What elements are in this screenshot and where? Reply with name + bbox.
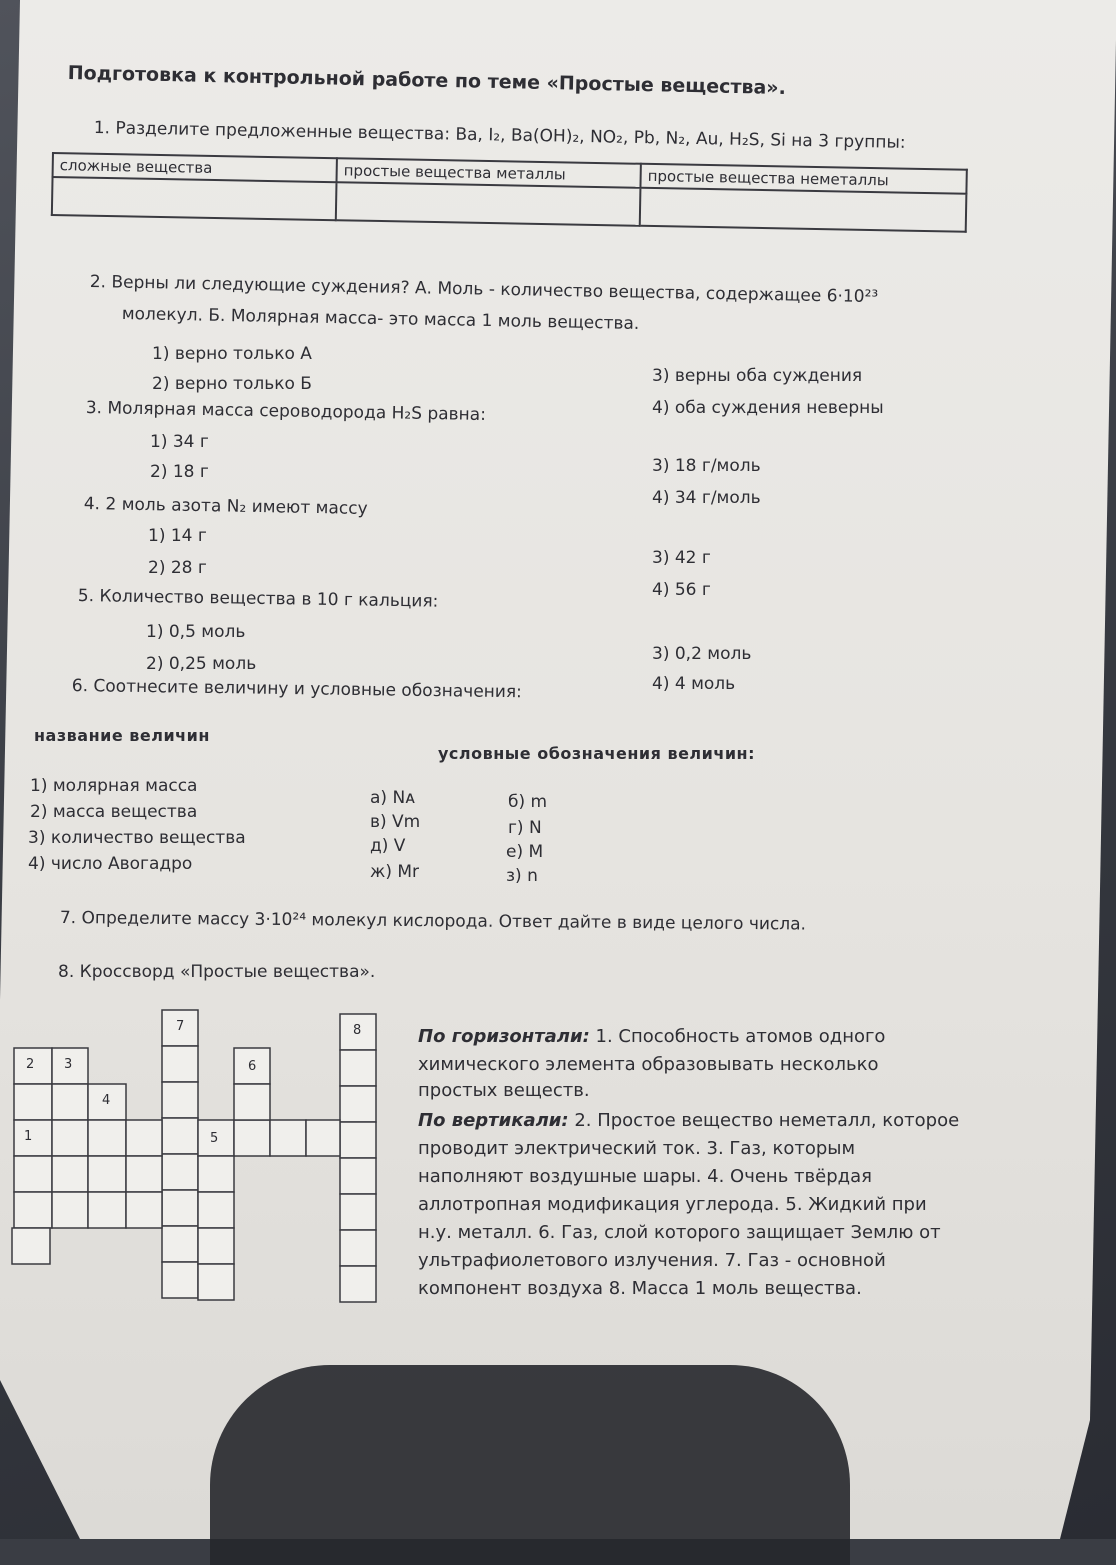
crossword-cell[interactable] <box>198 1264 234 1300</box>
q7-text: 7. Определите массу 3·10²⁴ молекул кислорода. Ответ дайте в виде целого числа. <box>59 908 807 935</box>
crossword-cell[interactable] <box>14 1084 52 1120</box>
q6-name-2: 2) масса вещества <box>30 802 198 822</box>
crossword-number-2: 2 <box>26 1057 35 1072</box>
q1-text: 1. Разделите предложенные вещества: Ba, I₂, Ba(OH)₂, NO₂, Pb, N₂, Au, H₂S, Si на 3 группы: <box>93 118 906 153</box>
crossword-cell[interactable] <box>14 1156 52 1192</box>
q4-option-2: 2) 28 г <box>148 558 207 578</box>
q5-option-4: 4) 4 моль <box>652 674 736 694</box>
crossword-cell[interactable] <box>340 1266 376 1302</box>
clue-vertical-line7: компонент воздуха 8. Масса 1 моль вещества. <box>418 1278 862 1299</box>
q6-text: 6. Соотнесите величину и условные обозначения: <box>71 676 522 703</box>
q3-option-4: 4) 34 г/моль <box>652 488 761 508</box>
q5-text: 5. Количество вещества в 10 г кальция: <box>77 586 439 612</box>
q2-option-4: 4) оба суждения неверны <box>652 398 884 418</box>
q4-option-4: 4) 56 г <box>652 580 711 600</box>
clue-vertical-line1 <box>418 1110 959 1131</box>
q6-symbol-e: е) M <box>506 842 544 862</box>
q6-symbol-z: з) n <box>506 866 538 886</box>
crossword-cell[interactable] <box>14 1192 52 1228</box>
crossword-cell[interactable] <box>52 1084 88 1120</box>
q6-symbol-v: в) Vm <box>370 812 421 832</box>
clue-horizontal-line1 <box>418 1026 885 1047</box>
crossword-cell[interactable] <box>126 1156 162 1192</box>
q5-option-1: 1) 0,5 моль <box>146 622 246 642</box>
crossword-number-4: 4 <box>102 1093 111 1108</box>
header-complex: сложные вещества <box>53 153 337 182</box>
crossword-cell[interactable] <box>340 1122 376 1158</box>
crossword-cell[interactable] <box>126 1192 162 1228</box>
q6-symbol-zh: ж) Mr <box>370 862 420 882</box>
crossword-cell[interactable] <box>198 1228 234 1264</box>
q2-option-3: 3) верны оба суждения <box>652 366 863 386</box>
vertical-label: По вертикали: <box>418 1110 569 1131</box>
crossword-number-3: 3 <box>64 1057 73 1072</box>
q3-text: 3. Молярная масса сероводорода H₂S равна: <box>85 398 487 425</box>
q2-line2: молекул. Б. Молярная масса- это масса 1 моль вещества. <box>121 304 640 334</box>
hand-shadow <box>210 1365 850 1565</box>
q4-text: 4. 2 моль азота N₂ имеют массу <box>83 494 368 519</box>
q2-option-2: 2) верно только Б <box>152 374 312 394</box>
q6-name-3: 3) количество вещества <box>28 828 246 848</box>
crossword-cell[interactable] <box>162 1082 198 1118</box>
clue-vertical-line2: проводит электрический ток. 3. Газ, которым <box>418 1138 856 1159</box>
crossword-cell[interactable] <box>234 1120 270 1156</box>
crossword-cell[interactable] <box>88 1120 126 1156</box>
crossword-cell[interactable] <box>162 1262 198 1298</box>
crossword-number-6: 6 <box>248 1059 257 1074</box>
crossword-cell[interactable] <box>12 1228 50 1264</box>
q6-symbol-b: б) m <box>508 792 548 812</box>
q6-symbol-g: г) N <box>508 818 542 838</box>
crossword-cell[interactable] <box>198 1192 234 1228</box>
horizontal-text-1: 1. Способность атомов одного <box>589 1026 886 1047</box>
q3-option-1: 1) 34 г <box>150 432 209 452</box>
q2-option-1: 1) верно только А <box>152 344 312 364</box>
crossword-cell[interactable] <box>162 1226 198 1262</box>
cell-metals[interactable] <box>336 182 641 226</box>
vertical-text-1: 2. Простое вещество неметалл, которое <box>568 1110 960 1131</box>
crossword-cell[interactable] <box>270 1120 306 1156</box>
crossword-cell[interactable] <box>306 1120 340 1156</box>
crossword-cell[interactable] <box>340 1230 376 1266</box>
crossword-number-7: 7 <box>176 1019 185 1034</box>
crossword-cell[interactable] <box>340 1086 376 1122</box>
header-metals: простые вещества металлы <box>336 158 640 188</box>
crossword-cell[interactable] <box>52 1156 88 1192</box>
q6-left-header: название величин <box>34 726 210 745</box>
cell-nonmetals[interactable] <box>640 188 967 232</box>
crossword-cell[interactable] <box>234 1084 270 1120</box>
q3-option-3: 3) 18 г/моль <box>652 456 761 476</box>
clue-vertical-line6: ультрафиолетового излучения. 7. Газ - основной <box>418 1250 886 1271</box>
crossword-cell[interactable] <box>162 1118 198 1154</box>
q6-symbol-a: а) Nᴀ <box>370 788 416 808</box>
q4-option-1: 1) 14 г <box>148 526 207 546</box>
q5-option-2: 2) 0,25 моль <box>146 654 257 674</box>
q4-option-3: 3) 42 г <box>652 548 711 568</box>
page-title: Подготовка к контрольной работе по теме «Простые вещества». <box>67 62 787 100</box>
crossword-cell[interactable] <box>14 1120 52 1156</box>
crossword-cell[interactable] <box>162 1154 198 1190</box>
crossword-cell[interactable] <box>88 1156 126 1192</box>
clue-horizontal-line3: простых веществ. <box>418 1080 590 1101</box>
q6-right-header: условные обозначения величин: <box>438 744 755 763</box>
crossword-cell[interactable] <box>340 1158 376 1194</box>
q5-option-3: 3) 0,2 моль <box>652 644 752 664</box>
clue-horizontal-line2: химического элемента образовывать несколько <box>418 1054 879 1075</box>
crossword-cell[interactable] <box>340 1194 376 1230</box>
q6-name-1: 1) молярная масса <box>30 776 198 796</box>
q6-name-4: 4) число Авогадро <box>28 854 193 874</box>
crossword-cell[interactable] <box>88 1192 126 1228</box>
crossword-cell[interactable] <box>162 1046 198 1082</box>
crossword-grid <box>0 1008 400 1328</box>
crossword-cell[interactable] <box>52 1120 88 1156</box>
clue-vertical-line5: н.у. металл. 6. Газ, слой которого защищает Землю от <box>418 1222 941 1243</box>
crossword-cell[interactable] <box>162 1190 198 1226</box>
crossword-number-1: 1 <box>24 1129 33 1144</box>
header-nonmetals: простые вещества неметаллы <box>640 164 966 194</box>
q3-option-2: 2) 18 г <box>150 462 209 482</box>
crossword-cell[interactable] <box>126 1120 162 1156</box>
crossword-cell[interactable] <box>198 1156 234 1192</box>
q2-line1: 2. Верны ли следующие суждения? А. Моль - количество вещества, содержащее 6·10²³ <box>89 272 879 308</box>
clue-vertical-line3: наполняют воздушные шары. 4. Очень твёрдая <box>418 1166 872 1187</box>
crossword-cell[interactable] <box>52 1192 88 1228</box>
cell-complex[interactable] <box>52 177 337 220</box>
q6-symbol-d: д) V <box>370 836 406 856</box>
crossword-cell[interactable] <box>340 1050 376 1086</box>
clue-vertical-line4: аллотропная модификация углерода. 5. Жидкий при <box>418 1194 927 1215</box>
q8-text: 8. Кроссворд «Простые вещества». <box>58 962 376 982</box>
crossword-number-5: 5 <box>210 1131 219 1146</box>
crossword-number-8: 8 <box>353 1023 362 1038</box>
horizontal-label: По горизонтали: <box>418 1026 590 1047</box>
